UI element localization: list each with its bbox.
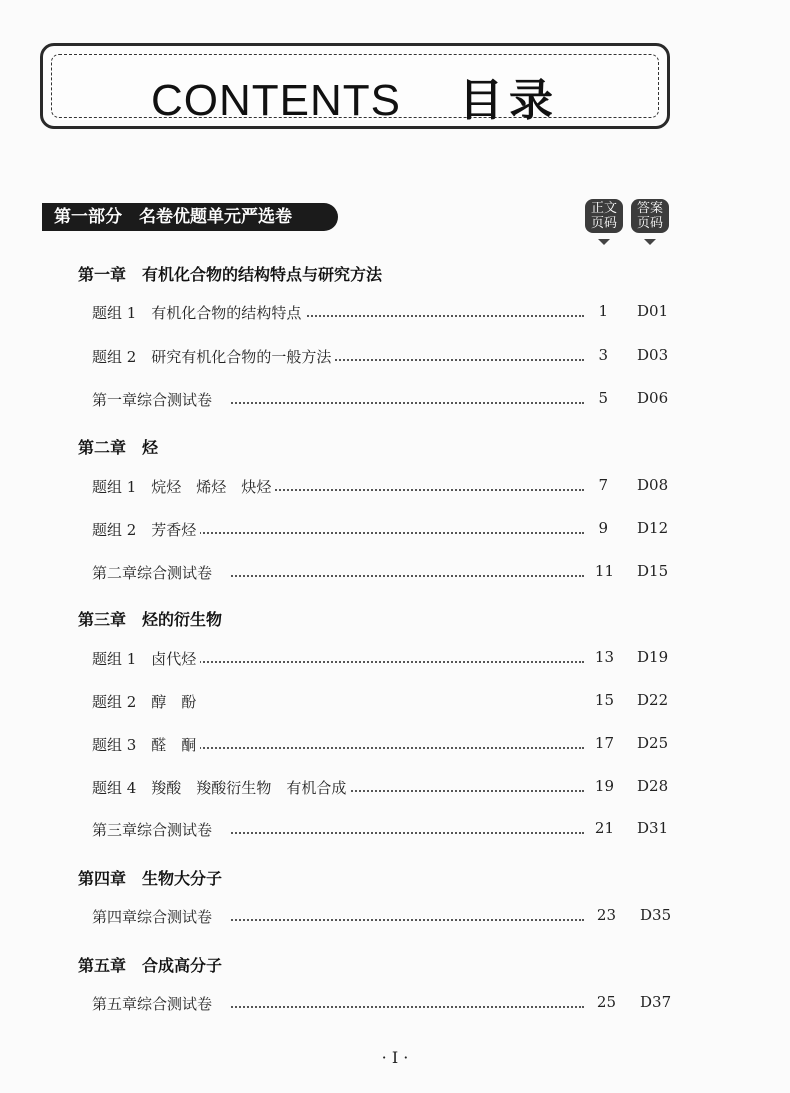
entry-label: 第四章综合测试卷 xyxy=(92,906,231,927)
text-page-number: 9 xyxy=(598,519,608,537)
toc-entry[interactable] xyxy=(92,476,592,498)
toc-entry[interactable] xyxy=(92,819,592,841)
text-page-number: 7 xyxy=(598,476,608,494)
text-page-number: 5 xyxy=(598,389,608,407)
chapter-title: 第五章 合成高分子 xyxy=(78,956,223,975)
text-page-number: 15 xyxy=(594,691,614,709)
chapter-title: 第一章 有机化合物的结构特点与研究方法 xyxy=(78,265,383,284)
entry-label: 题组 2 醇 酚 xyxy=(92,691,200,712)
entry-label: 第二章综合测试卷 xyxy=(92,562,231,583)
chapter-title: 第四章 生物大分子 xyxy=(78,869,223,888)
title-english: CONTENTS xyxy=(151,76,401,125)
entry-label: 题组 3 醛 酮 xyxy=(92,734,200,755)
answer-page-number: D19 xyxy=(637,648,669,666)
chapter-title: 第三章 烃的衍生物 xyxy=(78,610,223,629)
text-page-number: 19 xyxy=(594,777,614,795)
answer-page-number: D01 xyxy=(637,302,669,320)
text-page-number: 13 xyxy=(594,648,614,666)
answer-page-number: D12 xyxy=(637,519,669,537)
title-chinese: 目录 xyxy=(459,75,559,126)
toc-entry[interactable] xyxy=(92,906,592,928)
answer-page-column-tag xyxy=(631,199,669,233)
answer-page-number: D03 xyxy=(637,346,669,364)
down-arrow-icon xyxy=(644,239,656,245)
toc-entry[interactable] xyxy=(92,734,592,756)
entry-label: 题组 4 羧酸 羧酸衍生物 有机合成 xyxy=(92,777,350,798)
chapter-title: 第二章 烃 xyxy=(78,438,159,457)
text-page-column-tag xyxy=(585,199,623,233)
answer-page-number: D06 xyxy=(637,389,669,407)
entry-label: 题组 1 有机化合物的结构特点 xyxy=(92,302,305,323)
entry-label: 题组 2 研究有机化合物的一般方法 xyxy=(92,346,335,367)
text-page-number: 11 xyxy=(594,562,614,580)
text-page-number: 3 xyxy=(598,346,608,364)
text-page-number: 1 xyxy=(598,302,608,320)
toc-entry[interactable] xyxy=(92,777,592,799)
answer-page-number: D28 xyxy=(637,777,669,795)
toc-entry[interactable] xyxy=(92,519,592,541)
toc-entry[interactable] xyxy=(92,389,592,411)
answer-page-number: D31 xyxy=(637,819,669,837)
toc-entry[interactable] xyxy=(92,562,592,584)
entry-label: 第五章综合测试卷 xyxy=(92,993,231,1014)
entry-label: 第一章综合测试卷 xyxy=(92,389,231,410)
toc-entry[interactable] xyxy=(92,302,592,324)
answer-page-number: D22 xyxy=(637,691,669,709)
answer-page-number: D15 xyxy=(637,562,669,580)
toc-entry[interactable] xyxy=(92,993,592,1015)
entry-label: 题组 1 烷烃 烯烃 炔烃 xyxy=(92,476,275,497)
answer-page-column-label: 答案 页码 xyxy=(636,201,663,231)
text-page-number: 17 xyxy=(594,734,614,752)
text-page-number: 23 xyxy=(596,906,616,924)
toc-entry[interactable] xyxy=(92,648,592,670)
answer-page-number: D35 xyxy=(640,906,672,924)
page-number-footer: · I · xyxy=(381,1048,409,1067)
part-banner: 第一部分 名卷优题单元严选卷 xyxy=(42,203,338,231)
text-page-column-label: 正文 页码 xyxy=(590,201,617,231)
entry-label: 题组 2 芳香烃 xyxy=(92,519,200,540)
down-arrow-icon xyxy=(598,239,610,245)
answer-page-number: D37 xyxy=(640,993,672,1011)
toc-entry[interactable] xyxy=(92,346,592,368)
answer-page-number: D25 xyxy=(637,734,669,752)
answer-page-number: D08 xyxy=(637,476,669,494)
text-page-number: 21 xyxy=(594,819,614,837)
title-box xyxy=(40,43,670,129)
entry-label: 第三章综合测试卷 xyxy=(92,819,231,840)
text-page-number: 25 xyxy=(596,993,616,1011)
toc-entry[interactable] xyxy=(92,691,592,713)
page-title xyxy=(43,64,667,128)
entry-label: 题组 1 卤代烃 xyxy=(92,648,200,669)
